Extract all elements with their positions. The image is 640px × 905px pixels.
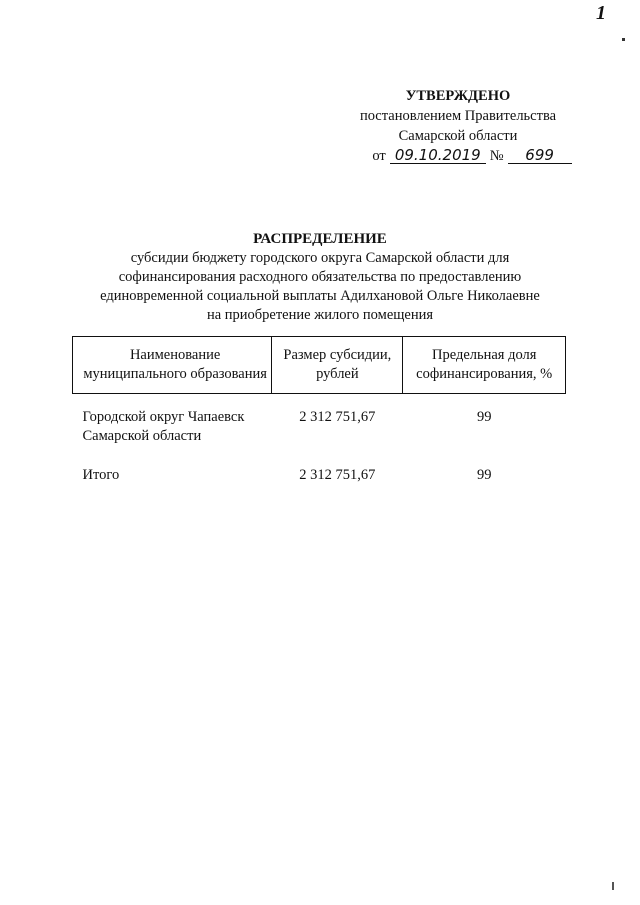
approval-date-line bbox=[368, 146, 576, 166]
heading-line-4: на приобретение жилого помещения bbox=[206, 307, 434, 323]
municipality-name-line-2: Самарской области bbox=[82, 428, 202, 444]
header-subsidy-amount: Размер субсидии, рублей bbox=[272, 337, 403, 394]
approval-block bbox=[340, 86, 576, 166]
total-row bbox=[73, 466, 566, 485]
spacer-row bbox=[73, 394, 566, 409]
handwritten-number: 699 bbox=[508, 147, 572, 164]
total-label: Итого bbox=[82, 467, 120, 483]
total-amount: 2 312 751,67 bbox=[299, 467, 376, 483]
subsidy-amount: 2 312 751,67 bbox=[299, 409, 376, 425]
spacer-row bbox=[73, 446, 566, 466]
table-row bbox=[73, 408, 566, 446]
total-share: 99 bbox=[476, 467, 492, 483]
heading-line-1: субсидии бюджету городского округа Самарской области для bbox=[130, 250, 510, 266]
date-prefix: от bbox=[372, 148, 386, 164]
document-heading bbox=[60, 230, 580, 325]
number-prefix: № bbox=[489, 148, 504, 164]
municipality-name-line-1: Городской округ Чапаевск bbox=[82, 409, 245, 425]
page-number-mark: 1 bbox=[596, 2, 606, 24]
header-municipality: Наименование муниципального образования bbox=[73, 337, 272, 394]
heading-line-3: единовременной социальной выплаты Адилхановой Ольге Николаевне bbox=[100, 288, 540, 304]
table-header-row bbox=[73, 337, 566, 394]
scan-mark bbox=[612, 882, 614, 890]
heading-line-2: софинансирования расходного обязательства по предоставлению bbox=[118, 269, 522, 285]
approval-title: УТВЕРЖДЕНО bbox=[405, 88, 511, 104]
approval-line-2: Самарской области bbox=[398, 128, 518, 144]
distribution-table bbox=[72, 336, 566, 485]
cofinancing-share: 99 bbox=[476, 409, 492, 425]
header-cofinancing-share: Предельная доля софинансирования, % bbox=[403, 337, 566, 394]
document-title: РАСПРЕДЕЛЕНИЕ bbox=[253, 231, 387, 247]
municipality-name bbox=[73, 408, 272, 446]
scan-speck bbox=[622, 38, 625, 41]
approval-line-1: постановлением Правительства bbox=[359, 108, 557, 124]
handwritten-date: 09.10.2019 bbox=[390, 147, 486, 164]
